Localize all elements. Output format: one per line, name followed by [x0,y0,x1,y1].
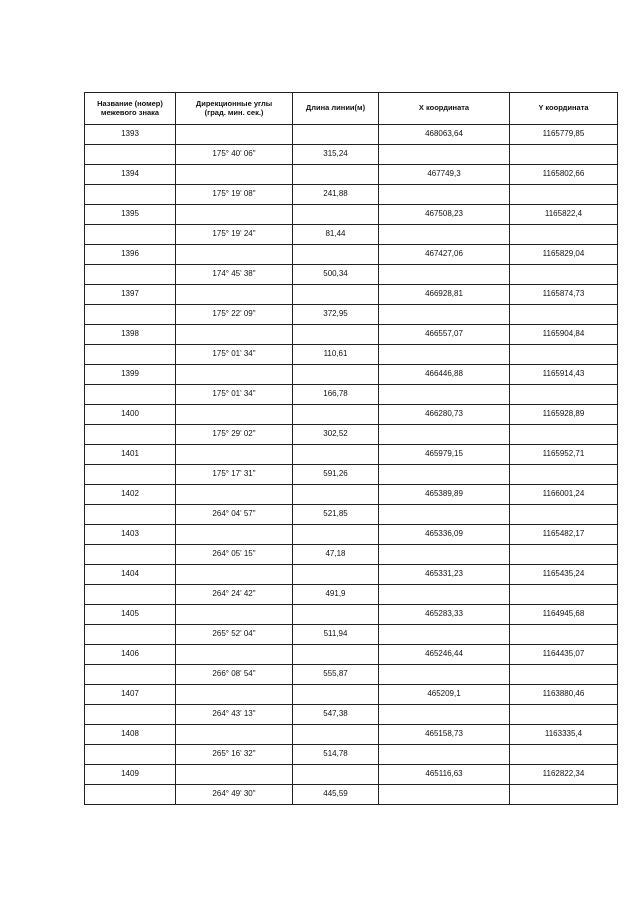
table-row-point [85,405,618,425]
point-name-empty-cell [85,425,176,445]
y-coordinate-cell: 1165482,17 [510,525,618,545]
point-name-cell: 1409 [85,765,176,785]
length-empty-cell [293,765,379,785]
y-empty-cell [510,625,618,645]
x-empty-cell [379,505,510,525]
direction-angle-cell: 265° 52' 04" [176,625,293,645]
angle-empty-cell [176,485,293,505]
y-coordinate-cell: 1165928,89 [510,405,618,425]
angle-empty-cell [176,325,293,345]
point-name-cell: 1402 [85,485,176,505]
x-empty-cell [379,745,510,765]
y-empty-cell [510,185,618,205]
table-row-point [85,725,618,745]
point-name-cell: 1400 [85,405,176,425]
y-coordinate-cell: 1164945,68 [510,605,618,625]
length-empty-cell [293,365,379,385]
point-name-empty-cell [85,505,176,525]
x-empty-cell [379,585,510,605]
length-empty-cell [293,485,379,505]
angle-empty-cell [176,605,293,625]
table-row-segment [85,425,618,445]
line-length-cell: 547,38 [293,705,379,725]
table-row-segment [85,265,618,285]
length-empty-cell [293,285,379,305]
point-name-empty-cell [85,465,176,485]
x-empty-cell [379,785,510,805]
angle-empty-cell [176,525,293,545]
y-empty-cell [510,545,618,565]
table-row-segment [85,785,618,805]
point-name-empty-cell [85,745,176,765]
table-row-segment [85,585,618,605]
y-coordinate-cell: 1165914,43 [510,365,618,385]
length-empty-cell [293,445,379,465]
x-empty-cell [379,385,510,405]
angle-empty-cell [176,565,293,585]
point-name-empty-cell [85,145,176,165]
x-coordinate-cell: 465331,23 [379,565,510,585]
y-coordinate-cell: 1162822,34 [510,765,618,785]
header-angle-line2: (град. мин. сек.) [204,107,264,117]
x-empty-cell [379,265,510,285]
line-length-cell: 315,24 [293,145,379,165]
point-name-cell: 1393 [85,125,176,145]
y-coordinate-cell: 1165779,85 [510,125,618,145]
direction-angle-cell: 175° 17' 31" [176,465,293,485]
angle-empty-cell [176,765,293,785]
line-length-cell: 514,78 [293,745,379,765]
y-coordinate-cell: 1163335,4 [510,725,618,745]
x-empty-cell [379,425,510,445]
x-empty-cell [379,665,510,685]
table-row-point [85,485,618,505]
x-coordinate-cell: 467508,23 [379,205,510,225]
x-coordinate-cell: 467749,3 [379,165,510,185]
y-coordinate-cell: 1164435,07 [510,645,618,665]
point-name-empty-cell [85,345,176,365]
x-coordinate-cell: 465336,09 [379,525,510,545]
table-row-segment [85,345,618,365]
header-point-name [85,93,176,125]
length-empty-cell [293,325,379,345]
point-name-cell: 1408 [85,725,176,745]
y-coordinate-cell: 1165802,66 [510,165,618,185]
length-empty-cell [293,125,379,145]
direction-angle-cell: 265° 16' 32" [176,745,293,765]
direction-angle-cell: 175° 19' 24" [176,225,293,245]
table-header-row [85,93,618,125]
point-name-empty-cell [85,585,176,605]
x-coordinate-cell: 465389,89 [379,485,510,505]
point-name-cell: 1401 [85,445,176,465]
x-coordinate-cell: 468063,64 [379,125,510,145]
table-row-point [85,565,618,585]
table-row-segment [85,745,618,765]
angle-empty-cell [176,645,293,665]
direction-angle-cell: 175° 19' 08" [176,185,293,205]
point-name-empty-cell [85,545,176,565]
table-row-segment [85,185,618,205]
length-empty-cell [293,605,379,625]
point-name-cell: 1398 [85,325,176,345]
x-empty-cell [379,345,510,365]
length-empty-cell [293,405,379,425]
y-empty-cell [510,785,618,805]
table-row-point [85,645,618,665]
table-row-segment [85,305,618,325]
header-point-name-line1: Название (номер) [97,99,163,109]
x-coordinate-cell: 467427,06 [379,245,510,265]
y-coordinate-cell: 1163880,46 [510,685,618,705]
table-row-point [85,445,618,465]
y-empty-cell [510,665,618,685]
direction-angle-cell: 264° 24' 42" [176,585,293,605]
table-row-point [85,325,618,345]
direction-angle-cell: 264° 43' 13" [176,705,293,725]
angle-empty-cell [176,285,293,305]
x-empty-cell [379,705,510,725]
point-name-cell: 1403 [85,525,176,545]
line-length-cell: 110,61 [293,345,379,365]
line-length-cell: 302,52 [293,425,379,445]
point-name-cell: 1399 [85,365,176,385]
line-length-cell: 500,34 [293,265,379,285]
y-empty-cell [510,225,618,245]
line-length-cell: 81,44 [293,225,379,245]
x-coordinate-cell: 465283,33 [379,605,510,625]
length-empty-cell [293,525,379,545]
x-empty-cell [379,305,510,325]
table-row-segment [85,505,618,525]
table-row-point [85,205,618,225]
y-empty-cell [510,305,618,325]
header-angle [176,93,293,125]
angle-empty-cell [176,405,293,425]
direction-angle-cell: 175° 40' 06" [176,145,293,165]
point-name-empty-cell [85,265,176,285]
point-name-empty-cell [85,625,176,645]
y-coordinate-cell: 1165874,73 [510,285,618,305]
x-coordinate-cell: 465246,44 [379,645,510,665]
angle-empty-cell [176,245,293,265]
point-name-cell: 1397 [85,285,176,305]
length-empty-cell [293,725,379,745]
angle-empty-cell [176,445,293,465]
coordinates-table [84,92,618,805]
table-row-point [85,525,618,545]
line-length-cell: 511,94 [293,625,379,645]
point-name-cell: 1407 [85,685,176,705]
direction-angle-cell: 264° 05' 15" [176,545,293,565]
y-coordinate-cell: 1166001,24 [510,485,618,505]
point-name-empty-cell [85,225,176,245]
x-coordinate-cell: 465116,63 [379,765,510,785]
x-empty-cell [379,545,510,565]
angle-empty-cell [176,365,293,385]
y-empty-cell [510,425,618,445]
direction-angle-cell: 175° 01' 34" [176,345,293,365]
table-row-point [85,685,618,705]
y-coordinate-cell: 1165904,84 [510,325,618,345]
point-name-cell: 1395 [85,205,176,225]
line-length-cell: 521,85 [293,505,379,525]
table-row-point [85,605,618,625]
y-empty-cell [510,145,618,165]
table-row-segment [85,225,618,245]
point-name-empty-cell [85,665,176,685]
length-empty-cell [293,245,379,265]
table-row-point [85,285,618,305]
table-row-segment [85,385,618,405]
line-length-cell: 491,9 [293,585,379,605]
y-empty-cell [510,705,618,725]
direction-angle-cell: 266° 08' 54" [176,665,293,685]
header-point-name-line2: межевого знака [100,107,160,117]
y-empty-cell [510,745,618,765]
table-body [85,125,618,805]
y-empty-cell [510,345,618,365]
table-row-point [85,125,618,145]
x-coordinate-cell: 466928,81 [379,285,510,305]
length-empty-cell [293,565,379,585]
y-empty-cell [510,585,618,605]
point-name-cell: 1405 [85,605,176,625]
table-row-segment [85,545,618,565]
line-length-cell: 47,18 [293,545,379,565]
table-row-segment [85,145,618,165]
x-empty-cell [379,225,510,245]
x-coordinate-cell: 466557,07 [379,325,510,345]
table-row-segment [85,465,618,485]
x-empty-cell [379,625,510,645]
point-name-cell: 1396 [85,245,176,265]
header-y-coordinate: Y координата [510,93,618,125]
direction-angle-cell: 175° 29' 02" [176,425,293,445]
x-coordinate-cell: 465209,1 [379,685,510,705]
angle-empty-cell [176,685,293,705]
y-empty-cell [510,505,618,525]
table-row-point [85,245,618,265]
point-name-cell: 1394 [85,165,176,185]
x-empty-cell [379,465,510,485]
x-empty-cell [379,185,510,205]
point-name-cell: 1404 [85,565,176,585]
direction-angle-cell: 175° 22' 09" [176,305,293,325]
x-coordinate-cell: 466446,88 [379,365,510,385]
line-length-cell: 445,59 [293,785,379,805]
table-row-point [85,765,618,785]
y-empty-cell [510,265,618,285]
line-length-cell: 555,87 [293,665,379,685]
table-row-point [85,365,618,385]
direction-angle-cell: 264° 04' 57" [176,505,293,525]
x-empty-cell [379,145,510,165]
y-coordinate-cell: 1165822,4 [510,205,618,225]
y-coordinate-cell: 1165829,04 [510,245,618,265]
header-length: Длина линии(м) [293,93,379,125]
point-name-empty-cell [85,785,176,805]
length-empty-cell [293,645,379,665]
header-x-coordinate: X координата [379,93,510,125]
line-length-cell: 166,78 [293,385,379,405]
x-coordinate-cell: 465979,15 [379,445,510,465]
line-length-cell: 372,95 [293,305,379,325]
y-coordinate-cell: 1165435,24 [510,565,618,585]
angle-empty-cell [176,165,293,185]
angle-empty-cell [176,125,293,145]
point-name-empty-cell [85,305,176,325]
table-row-segment [85,625,618,645]
point-name-empty-cell [85,385,176,405]
y-coordinate-cell: 1165952,71 [510,445,618,465]
x-coordinate-cell: 466280,73 [379,405,510,425]
line-length-cell: 591,26 [293,465,379,485]
length-empty-cell [293,685,379,705]
table-row-point [85,165,618,185]
point-name-empty-cell [85,185,176,205]
point-name-empty-cell [85,705,176,725]
y-empty-cell [510,385,618,405]
y-empty-cell [510,465,618,485]
angle-empty-cell [176,725,293,745]
table-row-segment [85,705,618,725]
header-angle-line1: Дирекционные углы [195,99,273,109]
table-row-segment [85,665,618,685]
direction-angle-cell: 175° 01' 34" [176,385,293,405]
direction-angle-cell: 174° 45' 38" [176,265,293,285]
length-empty-cell [293,205,379,225]
direction-angle-cell: 264° 49' 30" [176,785,293,805]
angle-empty-cell [176,205,293,225]
point-name-cell: 1406 [85,645,176,665]
x-coordinate-cell: 465158,73 [379,725,510,745]
line-length-cell: 241,88 [293,185,379,205]
length-empty-cell [293,165,379,185]
